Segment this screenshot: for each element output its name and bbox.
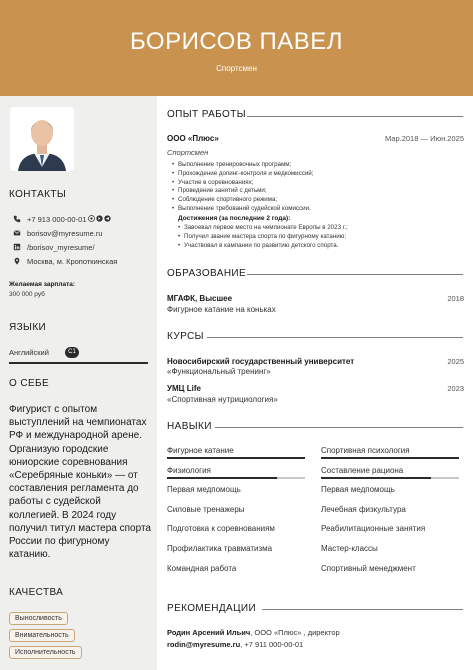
recommendations-heading: РЕКОМЕНДАЦИИ <box>167 603 257 614</box>
candidate-name: БОРИСОВ ПАВЕЛ <box>129 28 344 55</box>
achievements-title: Достижения (за последние 2 года): <box>178 215 291 222</box>
skill-name: Спортивный менеджмент <box>321 563 416 573</box>
contact-address-text: Москва, м. Кропоткинская <box>27 256 118 266</box>
qualities-heading: КАЧЕСТВА <box>9 587 64 598</box>
course-title: «Спортивная нутрициология» <box>167 395 278 404</box>
language-level-bar-fill <box>9 362 148 364</box>
skill-name: Мастер-классы <box>321 544 378 553</box>
course-year: 2023 <box>447 384 464 393</box>
phone-icon <box>12 214 22 224</box>
contact-email-text: borisov@myresume.ru <box>27 228 103 238</box>
section-divider <box>207 337 463 338</box>
skill-name: Спортивная психология <box>321 446 410 455</box>
skill-level-bar-fill <box>321 477 431 479</box>
job-dates: Мар.2018 — Июн.2025 <box>384 134 464 143</box>
skill-level-bar <box>167 457 305 459</box>
quality-tag: Выносливость <box>9 612 68 625</box>
linkedin-icon <box>12 242 22 252</box>
languages-heading: ЯЗЫКИ <box>9 322 47 333</box>
contact-phone-text: +7 913 000-00-01 <box>27 214 87 224</box>
education-institution: МГАФК, Высшее <box>167 294 233 303</box>
list-item: • Выполнение требований судейской комиссии. <box>178 205 313 214</box>
skill-level-bar <box>321 477 459 479</box>
skill-level-bar-fill <box>321 457 459 459</box>
course-institution: УМЦ Life <box>167 384 201 393</box>
list-item: • Участие в соревнованиях; <box>178 179 313 188</box>
recommendation-company-role: , ООО «Плюс» , директор <box>250 628 340 637</box>
skills-heading: НАВЫКИ <box>167 421 212 432</box>
about-text: Фигурист с опытом выступлений на чемпионатах РФ и международной арене. Организую городские юниорские соревнования «Серебряные коньки» — от составления регламента до работы с судейской коллегией. В 2024 году получил титул мастера спорта России по фигурному катанию. <box>9 404 151 561</box>
recommendation-email[interactable]: rodin@myresume.ru <box>167 640 241 649</box>
course-institution: Новосибирский государственный университет <box>167 357 355 366</box>
email-icon <box>12 228 22 238</box>
contact-linkedin-text: /borisov_myresume/ <box>27 242 95 252</box>
list-item: • Получил звание мастера спорта по фигурному катанию; <box>184 233 348 242</box>
course-year: 2025 <box>447 357 464 366</box>
language-name: Английский <box>9 348 49 357</box>
skill-name: Подготовка к соревнованиям <box>167 524 275 534</box>
recommendation-contacts <box>167 640 303 649</box>
list-item: • Участвовал в кампании по развитию детского спорта. <box>184 242 348 251</box>
achievements-list <box>184 224 348 250</box>
skill-name: Составление рациона <box>321 465 404 475</box>
list-item: • Выполнение тренировочных программ; <box>178 161 313 170</box>
education-year: 2018 <box>447 294 464 303</box>
whatsapp-icon <box>88 215 95 224</box>
location-pin-icon <box>12 256 22 266</box>
section-divider <box>247 274 463 275</box>
section-divider <box>262 609 463 610</box>
experience-heading: ОПЫТ РАБОТЫ <box>167 109 246 120</box>
job-company: ООО «Плюс» <box>167 134 219 143</box>
skill-level-bar-fill <box>167 457 305 459</box>
recommendation-person <box>167 628 340 637</box>
skill-name: Командная работа <box>167 563 237 573</box>
list-item: • Прохождение допинг-контроля и медкомиссий; <box>178 170 313 179</box>
job-duties-list <box>178 161 313 214</box>
telegram-icon <box>104 215 111 224</box>
salary-value: 300 000 руб <box>9 291 45 298</box>
recommendation-phone: , +7 911 000-00-01 <box>240 640 304 649</box>
contact-phone[interactable] <box>12 213 111 225</box>
skill-level-bar <box>167 477 305 479</box>
contacts-heading: КОНТАКТЫ <box>9 189 67 200</box>
section-divider <box>247 116 463 117</box>
courses-heading: КУРСЫ <box>167 331 204 342</box>
salary-label: Желаемая зарплата: <box>9 281 76 288</box>
quality-tag: Внимательность <box>9 629 75 642</box>
contact-address <box>12 255 117 267</box>
skill-name: Физиология <box>167 465 211 475</box>
skill-level-bar <box>321 457 459 459</box>
skill-name: Первая медпомощь <box>321 485 395 495</box>
contact-email[interactable] <box>12 227 103 239</box>
viber-icon <box>96 215 103 224</box>
education-heading: ОБРАЗОВАНИЕ <box>167 268 247 279</box>
language-level-badge: C1 <box>65 347 79 358</box>
resume-header <box>0 0 473 96</box>
contact-linkedin[interactable] <box>12 241 95 253</box>
skill-name: Реабилитационные занятия <box>321 524 426 534</box>
profile-photo <box>10 107 74 171</box>
skill-name: Силовые тренажеры <box>167 504 245 514</box>
skill-level-bar-fill <box>167 477 277 479</box>
skill-name: Лечебная физкультура <box>321 504 406 514</box>
list-item: • Завоевал первое место на чемпионате Европы в 2023 г.; <box>184 224 348 233</box>
course-title: «Функциональный тренинг» <box>167 367 271 376</box>
sidebar <box>0 96 157 670</box>
skill-name: Фигурное катание <box>167 446 234 455</box>
skill-name: Первая медпомощь <box>167 485 241 495</box>
list-item: • Соблюдение спортивного режима; <box>178 196 313 205</box>
skill-name: Профилактика травматизма <box>167 544 273 553</box>
candidate-position: Спортсмен <box>216 64 257 73</box>
recommendation-name: Родин Арсений Ильич <box>167 628 251 637</box>
quality-tag: Исполнительность <box>9 646 82 659</box>
list-item: • Проведение занятий с детьми; <box>178 187 313 196</box>
language-level-bar <box>9 362 148 364</box>
section-divider <box>215 427 463 428</box>
about-heading: О СЕБЕ <box>9 378 50 389</box>
education-specialty: Фигурное катание на коньках <box>167 305 276 314</box>
job-title: Спортсмен <box>167 148 209 157</box>
